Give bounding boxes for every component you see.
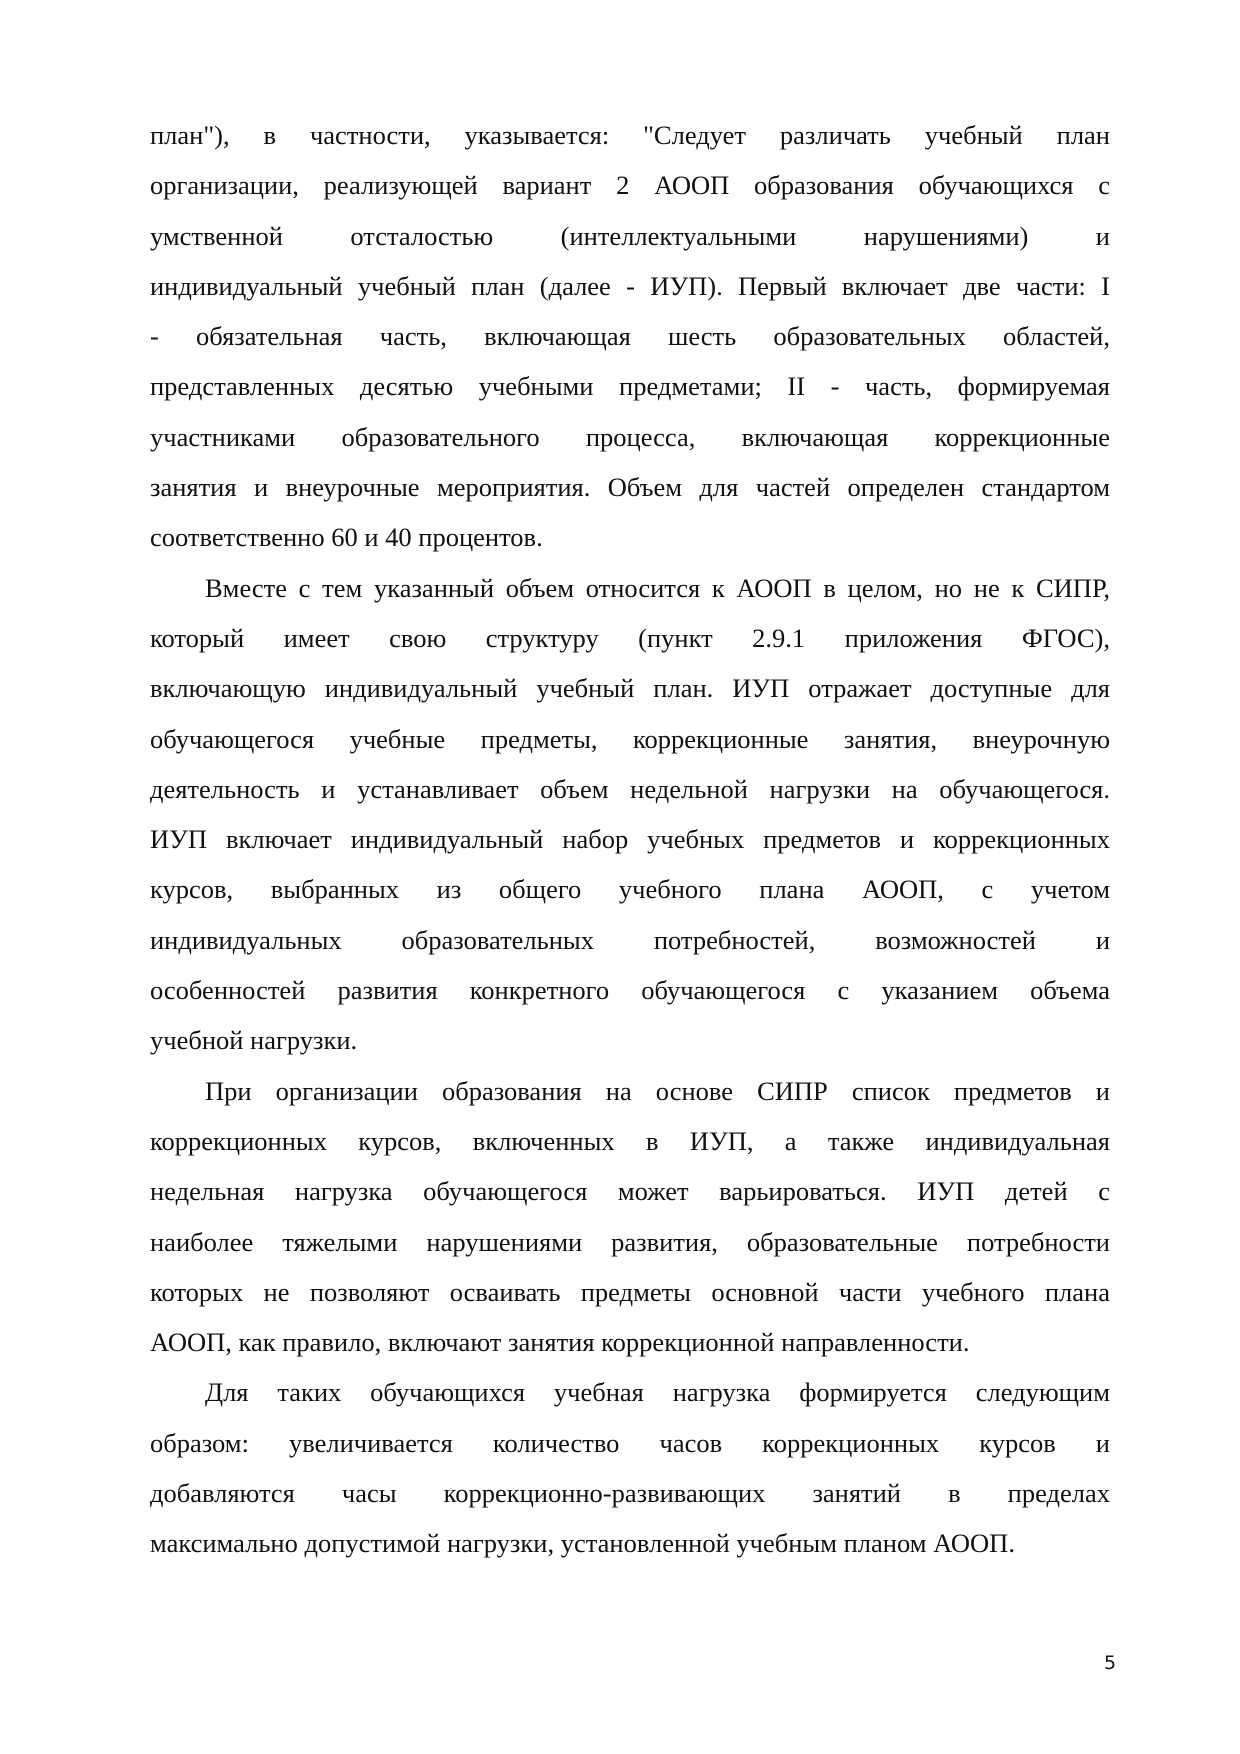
text-line: которых не позволяют осваивать предметы основной части учебного плана [150, 1276, 1110, 1307]
text-line: коррекционных курсов, включенных в ИУП, а также индивидуальная [150, 1125, 1110, 1156]
paragraph [150, 563, 1110, 1066]
text-line: Для таких обучающихся учебная нагрузка формируется следующим [205, 1377, 1110, 1408]
text-line: максимально допустимой нагрузки, установленной учебным планом АООП. [150, 1528, 1015, 1559]
text-line: организации, реализующей вариант 2 АООП образования обучающихся с [150, 170, 1110, 201]
text-line: представленных десятью учебными предметами; II - часть, формируемая [150, 371, 1110, 402]
text-line: - обязательная часть, включающая шесть образовательных областей, [150, 321, 1110, 352]
text-line: образом: увеличивается количество часов коррекционных курсов и [150, 1427, 1110, 1458]
document-body [150, 110, 1110, 1569]
text-line: недельная нагрузка обучающегося может варьироваться. ИУП детей с [150, 1176, 1110, 1207]
text-line: Вместе с тем указанный объем относится к АООП в целом, но не к СИПР, [205, 572, 1110, 603]
paragraph [150, 1066, 1110, 1368]
text-line: соответственно 60 и 40 процентов. [150, 522, 543, 553]
paragraph [150, 1367, 1110, 1568]
text-line: занятия и внеурочные мероприятия. Объем для частей определен стандартом [150, 472, 1110, 503]
text-line: индивидуальных образовательных потребностей, возможностей и [150, 924, 1110, 955]
text-line: который имеет свою структуру (пункт 2.9.1 приложения ФГОС), [150, 622, 1110, 653]
text-line: добавляются часы коррекционно-развивающих занятий в пределах [150, 1478, 1110, 1509]
text-line: умственной отсталостью (интеллектуальными нарушениями) и [150, 220, 1110, 251]
text-line: учебной нагрузки. [150, 1025, 358, 1056]
text-line: АООП, как правило, включают занятия коррекционной направленности. [150, 1327, 970, 1358]
paragraph [150, 110, 1110, 563]
text-line: деятельность и устанавливает объем недельной нагрузки на обучающегося. [150, 773, 1110, 804]
text-line: курсов, выбранных из общего учебного плана АООП, с учетом [150, 874, 1110, 905]
text-line: обучающегося учебные предметы, коррекционные занятия, внеурочную [150, 723, 1110, 754]
text-line: При организации образования на основе СИПР список предметов и [205, 1075, 1110, 1106]
text-line: участниками образовательного процесса, включающая коррекционные [150, 421, 1110, 452]
text-line: ИУП включает индивидуальный набор учебных предметов и коррекционных [150, 824, 1110, 855]
text-line: план"), в частности, указывается: "Следует различать учебный план [150, 120, 1110, 150]
page-number: 5 [1104, 1652, 1117, 1674]
text-line: индивидуальный учебный план (далее - ИУП). Первый включает две части: I [150, 270, 1110, 301]
text-line: особенностей развития конкретного обучающегося с указанием объема [150, 975, 1110, 1006]
text-line: включающую индивидуальный учебный план. ИУП отражает доступные для [150, 673, 1110, 704]
text-line: наиболее тяжелыми нарушениями развития, образовательные потребности [150, 1226, 1110, 1257]
